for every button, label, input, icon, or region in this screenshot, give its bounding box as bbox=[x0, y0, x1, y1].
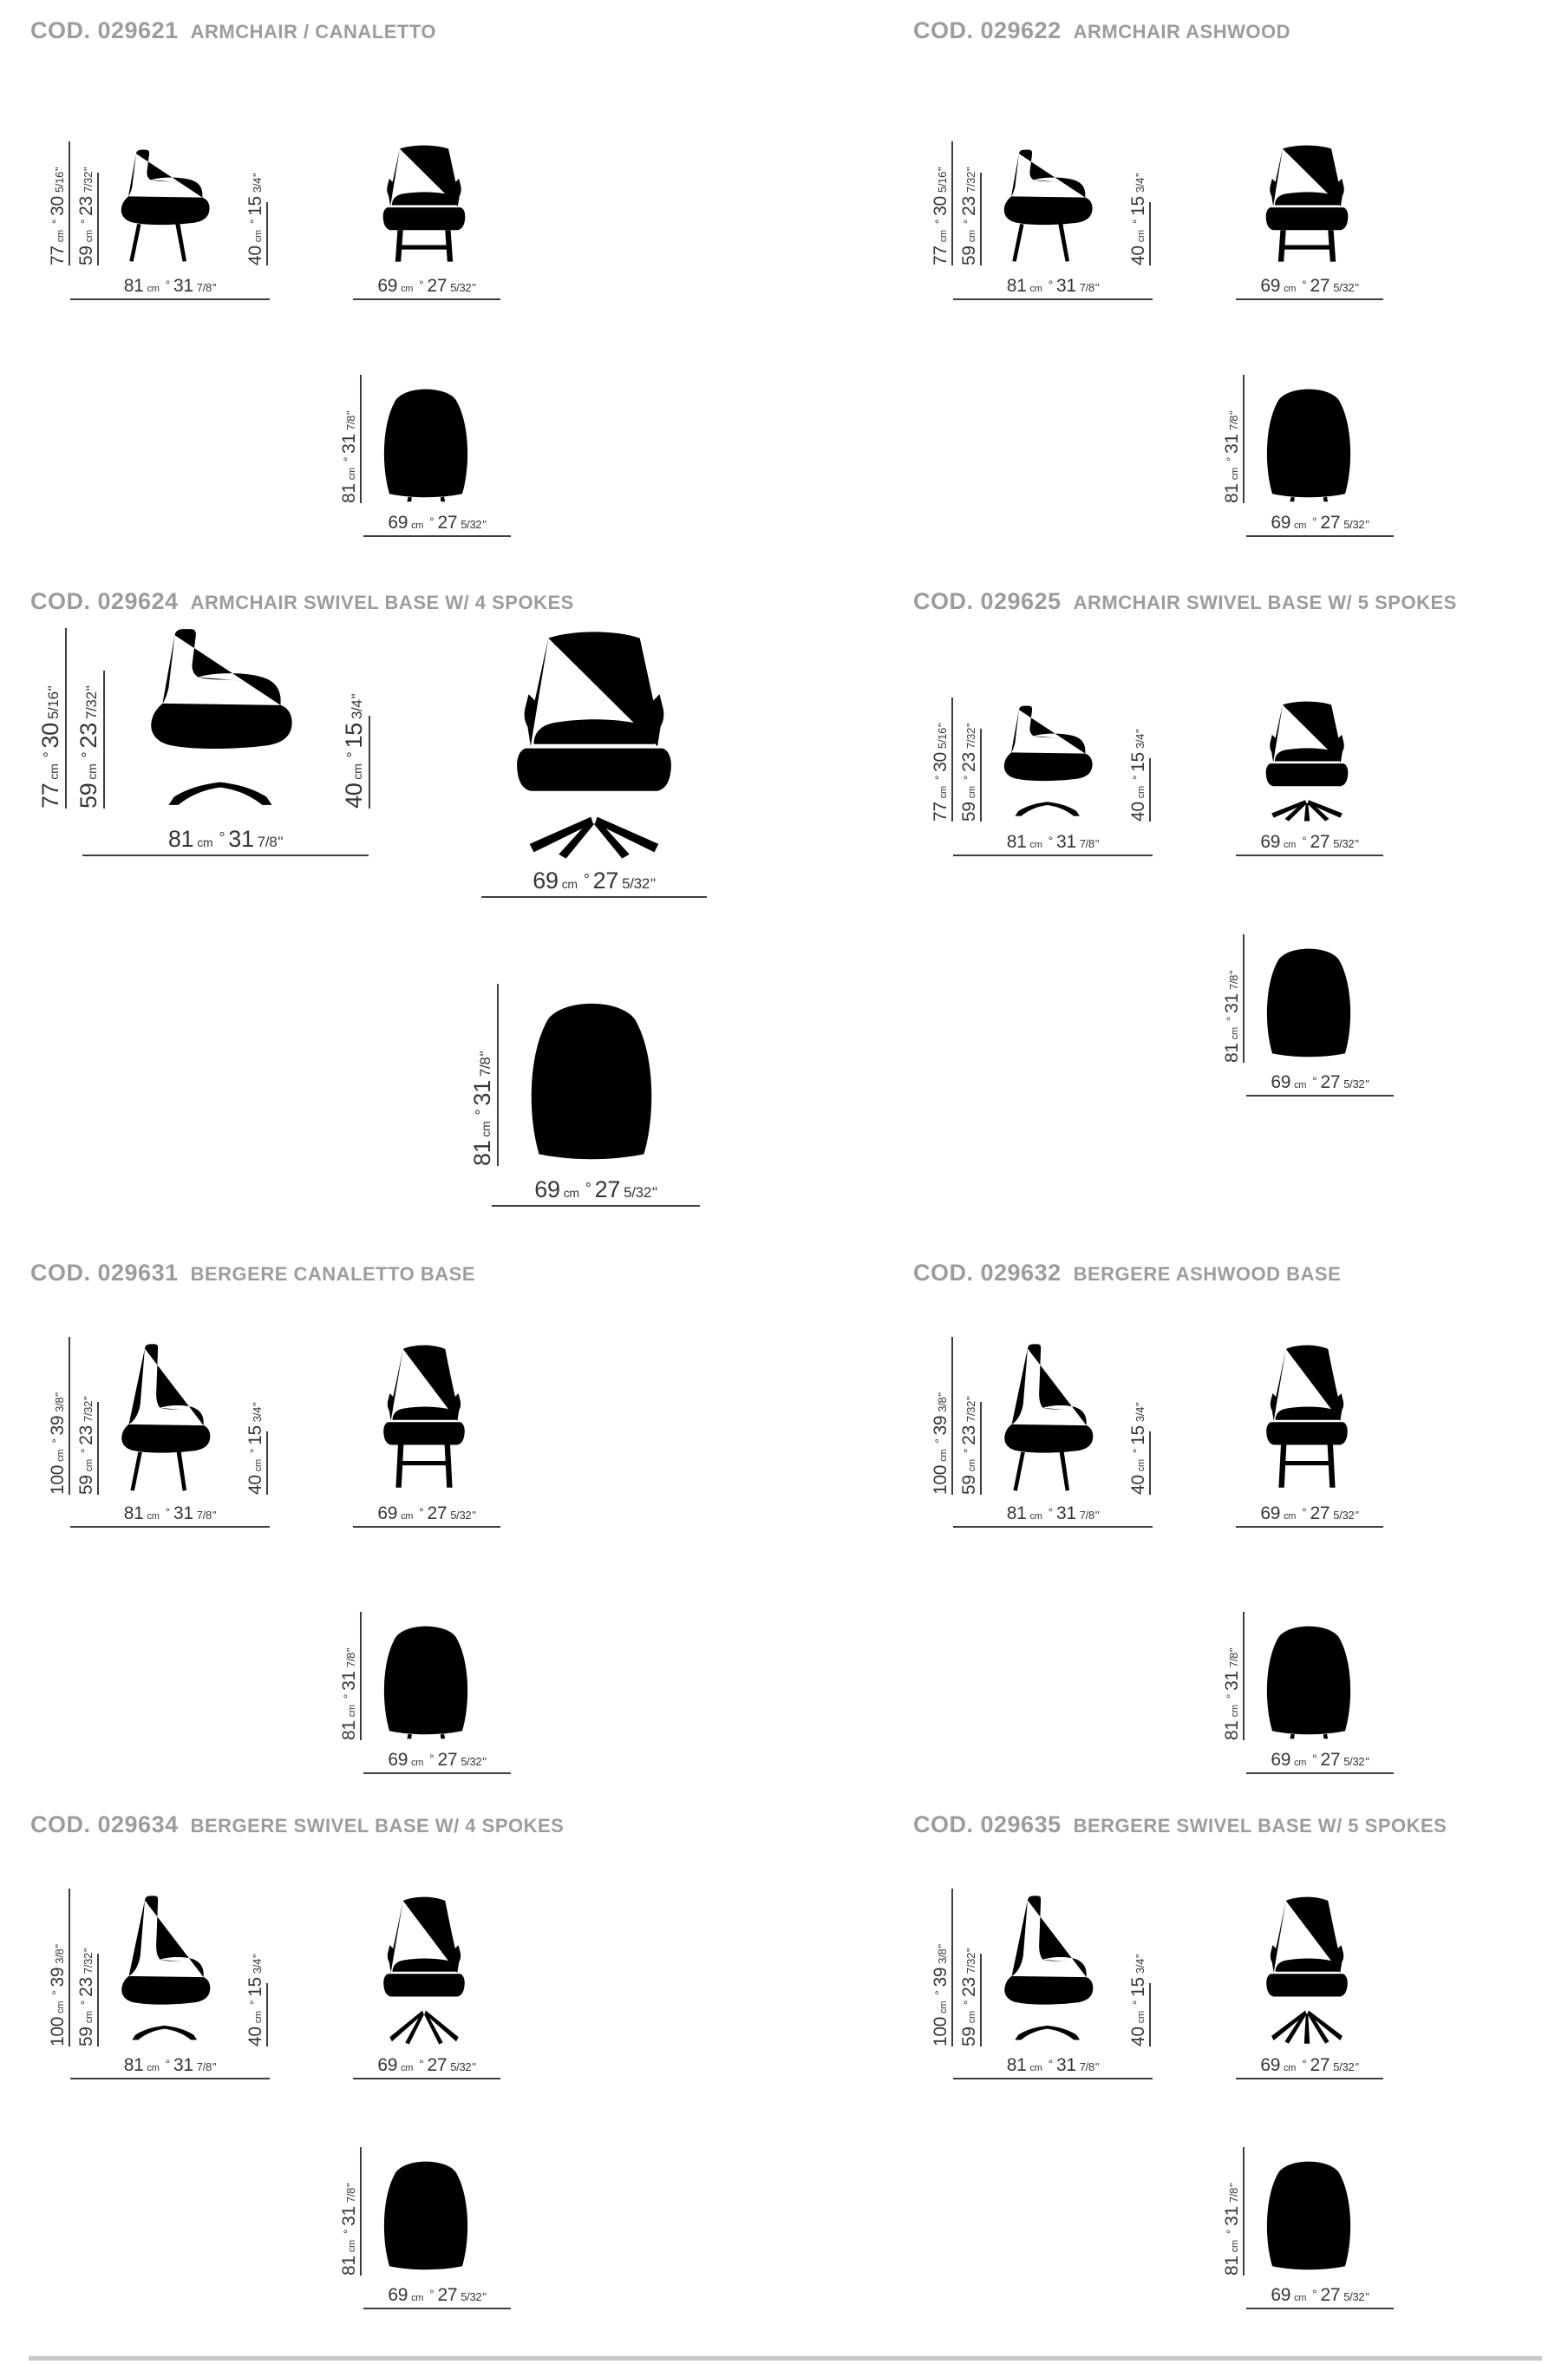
dim-back-height: 81cm°317/8" bbox=[1218, 2147, 1245, 2276]
dim-depth: 81 cm ° 31 7/8" bbox=[953, 2055, 1153, 2079]
dimension-line bbox=[363, 2308, 511, 2309]
dimension-line bbox=[353, 1526, 500, 1528]
dim-back-height: 81cm°317/8" bbox=[1218, 934, 1245, 1063]
back-view-figure bbox=[421, 935, 733, 1230]
product-name: BERGERE ASHWOOD BASE bbox=[1073, 1263, 1342, 1285]
dimension-line bbox=[1236, 855, 1383, 856]
dim-back-height: 81cm°317/8" bbox=[336, 2147, 362, 2276]
front-view-figure bbox=[1227, 1333, 1392, 1559]
front-view-drawing bbox=[1251, 139, 1362, 272]
product-header bbox=[30, 17, 436, 44]
back-view-drawing bbox=[1251, 373, 1366, 508]
dimension-line bbox=[65, 628, 67, 809]
dim-back-height: 81cm°317/8" bbox=[464, 984, 499, 1166]
dim-total-height: 100cm°393/8" bbox=[44, 1889, 70, 2046]
front-view-drawing bbox=[490, 619, 698, 865]
product-name: BERGERE CANALETTO BASE bbox=[190, 1263, 476, 1285]
dimension-line bbox=[363, 535, 511, 537]
side-view-drawing bbox=[100, 1890, 232, 2051]
dimension-line bbox=[1149, 1983, 1151, 2046]
product-header bbox=[913, 588, 1457, 615]
dim-back-seat-height: 59cm°237/32" bbox=[956, 173, 982, 265]
side-view-figure bbox=[44, 139, 287, 321]
front-view-drawing bbox=[1251, 695, 1362, 828]
dim-seat-height: 40cm°153/4" bbox=[1125, 1983, 1151, 2046]
side-view-figure bbox=[927, 695, 1170, 877]
dimension-line bbox=[953, 855, 1153, 856]
side-view-figure bbox=[44, 1333, 287, 1559]
front-view-drawing bbox=[369, 139, 480, 272]
product-header bbox=[913, 17, 1290, 44]
product-panel bbox=[913, 1260, 1564, 1808]
front-view-figure bbox=[1227, 695, 1392, 877]
dimension-line bbox=[953, 1526, 1153, 1528]
product-name: ARMCHAIR / CANALETTO bbox=[190, 21, 436, 43]
dim-back-width: 69 cm ° 27 5/32" bbox=[1246, 2285, 1394, 2309]
dim-width: 69 cm ° 27 5/32" bbox=[1236, 832, 1383, 856]
side-view-drawing bbox=[983, 1339, 1114, 1499]
product-header bbox=[30, 1811, 564, 1838]
product-header bbox=[913, 1811, 1447, 1838]
dim-back-width: 69 cm ° 27 5/32" bbox=[1246, 1072, 1394, 1097]
dim-depth: 81 cm ° 31 7/8" bbox=[953, 1503, 1153, 1528]
dim-back-seat-height: 59cm°237/32" bbox=[956, 729, 982, 822]
dim-depth: 81 cm ° 31 7/8" bbox=[953, 276, 1153, 300]
front-view-drawing bbox=[369, 1893, 480, 2051]
dimension-line bbox=[266, 202, 268, 265]
dim-width: 69 cm ° 27 5/32" bbox=[353, 276, 500, 300]
dimension-line bbox=[1149, 758, 1151, 822]
side-view-drawing bbox=[983, 701, 1114, 826]
back-view-figure bbox=[1217, 2141, 1408, 2332]
dim-depth: 81 cm ° 31 7/8" bbox=[70, 2055, 270, 2079]
dim-depth: 81 cm ° 31 7/8" bbox=[953, 832, 1153, 856]
dimension-line bbox=[1236, 2078, 1383, 2079]
dim-width: 69 cm ° 27 5/32" bbox=[1236, 1503, 1383, 1528]
dimension-line bbox=[82, 855, 369, 856]
dim-seat-height: 40cm°153/4" bbox=[336, 716, 370, 809]
dimension-line bbox=[1246, 2308, 1394, 2309]
dimension-line bbox=[1149, 1431, 1151, 1495]
dim-total-height: 100cm°393/8" bbox=[927, 1889, 953, 2046]
front-view-figure bbox=[344, 1333, 509, 1559]
dimension-line bbox=[70, 2078, 270, 2079]
dimension-line bbox=[1149, 202, 1151, 265]
side-view-drawing bbox=[983, 145, 1114, 270]
dimension-line bbox=[1246, 535, 1394, 537]
dim-back-height: 81cm°317/8" bbox=[1218, 375, 1245, 503]
dimension-line bbox=[951, 1337, 953, 1495]
back-view-figure bbox=[334, 369, 525, 560]
back-view-drawing bbox=[1251, 2145, 1366, 2280]
dim-back-width: 69 cm ° 27 5/32" bbox=[1246, 1750, 1394, 1774]
front-view-figure bbox=[344, 139, 509, 321]
dim-back-width: 69 cm ° 27 5/32" bbox=[363, 513, 511, 537]
dimension-line bbox=[103, 671, 105, 809]
product-name: ARMCHAIR ASHWOOD bbox=[1073, 21, 1290, 43]
dimension-line bbox=[497, 984, 499, 1166]
front-view-drawing bbox=[1251, 1893, 1362, 2051]
dim-seat-height: 40cm°153/4" bbox=[1125, 758, 1151, 822]
dim-seat-height: 40cm°153/4" bbox=[242, 202, 268, 265]
front-view-drawing bbox=[1251, 1341, 1362, 1499]
side-view-drawing bbox=[117, 621, 327, 818]
dimension-line bbox=[481, 896, 707, 898]
dimension-line bbox=[360, 2147, 362, 2276]
product-code: COD. 029624 bbox=[30, 588, 179, 614]
front-view-figure bbox=[344, 1885, 509, 2111]
dim-back-seat-height: 59cm°237/32" bbox=[73, 173, 99, 265]
dim-width: 69 cm ° 27 5/32" bbox=[353, 1503, 500, 1528]
back-view-drawing bbox=[369, 373, 483, 508]
dim-back-seat-height: 59cm°237/32" bbox=[73, 1954, 99, 2046]
product-code: COD. 029632 bbox=[913, 1260, 1062, 1286]
dim-seat-height: 40cm°153/4" bbox=[1125, 202, 1151, 265]
dim-back-width: 69 cm ° 27 5/32" bbox=[363, 2285, 511, 2309]
dimension-line bbox=[70, 298, 270, 300]
back-view-figure bbox=[1217, 928, 1408, 1119]
dimension-line bbox=[980, 173, 982, 265]
dimension-line bbox=[353, 2078, 500, 2079]
dim-depth: 81 cm ° 31 7/8" bbox=[82, 826, 369, 856]
side-view-drawing bbox=[983, 1890, 1114, 2051]
dimension-line bbox=[953, 298, 1153, 300]
dim-seat-height: 40cm°153/4" bbox=[1125, 1431, 1151, 1495]
dim-back-height: 81cm°317/8" bbox=[336, 1612, 362, 1740]
product-code: COD. 029625 bbox=[913, 588, 1062, 614]
product-code: COD. 029634 bbox=[30, 1811, 179, 1837]
front-view-figure bbox=[1227, 1885, 1392, 2111]
product-code: COD. 029631 bbox=[30, 1260, 179, 1286]
dim-total-height: 100cm°393/8" bbox=[44, 1337, 70, 1495]
product-panel bbox=[913, 588, 1564, 1256]
product-panel bbox=[913, 17, 1564, 581]
product-name: ARMCHAIR SWIVEL BASE W/ 5 SPOKES bbox=[1073, 592, 1457, 613]
back-view-drawing bbox=[369, 2145, 483, 2280]
front-view-drawing bbox=[369, 1341, 480, 1499]
dimension-line bbox=[492, 1205, 700, 1207]
dimension-line bbox=[1243, 934, 1245, 1063]
dimension-line bbox=[360, 375, 362, 503]
dimension-line bbox=[97, 173, 99, 265]
dim-total-height: 77cm°305/16" bbox=[927, 697, 953, 822]
dimension-line bbox=[369, 716, 370, 809]
product-panel bbox=[30, 588, 889, 1256]
dim-seat-height: 40cm°153/4" bbox=[242, 1431, 268, 1495]
dim-back-width: 69 cm ° 27 5/32" bbox=[363, 1750, 511, 1774]
back-view-drawing bbox=[509, 980, 674, 1172]
back-view-drawing bbox=[369, 1610, 483, 1745]
dimension-line bbox=[97, 1402, 99, 1495]
dim-back-width: 69 cm ° 27 5/32" bbox=[492, 1176, 700, 1207]
dim-seat-height: 40cm°153/4" bbox=[242, 1983, 268, 2046]
side-view-figure bbox=[30, 621, 412, 907]
back-view-drawing bbox=[1251, 1610, 1366, 1745]
product-panel bbox=[30, 1811, 889, 2361]
dimension-line bbox=[1236, 298, 1383, 300]
product-header bbox=[913, 1260, 1341, 1287]
dimension-line bbox=[363, 1772, 511, 1774]
product-panel bbox=[913, 1811, 1564, 2361]
side-view-drawing bbox=[100, 1339, 232, 1499]
dimension-line bbox=[980, 1402, 982, 1495]
product-panel bbox=[30, 1260, 889, 1808]
dimension-line bbox=[1246, 1772, 1394, 1774]
dimension-line bbox=[70, 1526, 270, 1528]
dim-back-width: 69 cm ° 27 5/32" bbox=[1246, 513, 1394, 537]
dimension-line bbox=[97, 1954, 99, 2046]
dimension-line bbox=[360, 1612, 362, 1740]
side-view-figure bbox=[927, 139, 1170, 321]
dim-depth: 81 cm ° 31 7/8" bbox=[70, 1503, 270, 1528]
product-code: COD. 029635 bbox=[913, 1811, 1062, 1837]
product-header bbox=[30, 1260, 475, 1287]
dim-back-seat-height: 59cm°237/32" bbox=[956, 1402, 982, 1495]
side-view-figure bbox=[927, 1885, 1170, 2111]
back-view-figure bbox=[334, 2141, 525, 2332]
product-name: BERGERE SWIVEL BASE W/ 4 SPOKES bbox=[190, 1815, 565, 1837]
dimension-line bbox=[1243, 1612, 1245, 1740]
dimension-line bbox=[953, 2078, 1153, 2079]
dimension-line bbox=[1236, 1526, 1383, 1528]
front-view-figure bbox=[464, 614, 724, 927]
dimension-line bbox=[980, 729, 982, 822]
dim-depth: 81 cm ° 31 7/8" bbox=[70, 276, 270, 300]
back-view-figure bbox=[1217, 1606, 1408, 1797]
back-view-drawing bbox=[1251, 933, 1366, 1067]
product-name: BERGERE SWIVEL BASE W/ 5 SPOKES bbox=[1073, 1815, 1447, 1837]
dim-back-seat-height: 59cm°237/32" bbox=[73, 1402, 99, 1495]
front-view-figure bbox=[1227, 139, 1392, 321]
dim-width: 69 cm ° 27 5/32" bbox=[1236, 276, 1383, 300]
dim-total-height: 77cm°305/16" bbox=[927, 141, 953, 265]
side-view-drawing bbox=[100, 145, 232, 270]
dim-back-height: 81cm°317/8" bbox=[336, 375, 362, 503]
dimension-line bbox=[69, 141, 70, 265]
dimension-line bbox=[1243, 2147, 1245, 2276]
dimension-line bbox=[951, 697, 953, 822]
dim-total-height: 77cm°305/16" bbox=[32, 628, 67, 809]
product-code: COD. 029621 bbox=[30, 17, 179, 43]
back-view-figure bbox=[1217, 369, 1408, 560]
product-header bbox=[30, 588, 574, 615]
dimension-line bbox=[69, 1337, 70, 1495]
dimension-line bbox=[1243, 375, 1245, 503]
dim-back-seat-height: 59cm°237/32" bbox=[956, 1954, 982, 2046]
side-view-figure bbox=[927, 1333, 1170, 1559]
dimension-line bbox=[951, 141, 953, 265]
dim-back-seat-height: 59cm°237/32" bbox=[70, 671, 105, 809]
dimension-line bbox=[980, 1954, 982, 2046]
dim-width: 69 cm ° 27 5/32" bbox=[1236, 2055, 1383, 2079]
product-code: COD. 029622 bbox=[913, 17, 1062, 43]
dim-total-height: 100cm°393/8" bbox=[927, 1337, 953, 1495]
dimension-line bbox=[1246, 1095, 1394, 1097]
dimension-line bbox=[266, 1431, 268, 1495]
back-view-figure bbox=[334, 1606, 525, 1797]
dimension-line bbox=[353, 298, 500, 300]
product-name: ARMCHAIR SWIVEL BASE W/ 4 SPOKES bbox=[190, 592, 574, 613]
side-view-figure bbox=[44, 1885, 287, 2111]
dimension-line bbox=[266, 1983, 268, 2046]
dim-back-height: 81cm°317/8" bbox=[1218, 1612, 1245, 1740]
dim-width: 69 cm ° 27 5/32" bbox=[353, 2055, 500, 2079]
dim-width: 69 cm ° 27 5/32" bbox=[481, 868, 707, 898]
dimension-line bbox=[69, 1889, 70, 2046]
product-panel bbox=[30, 17, 889, 581]
dimension-line bbox=[951, 1889, 953, 2046]
dim-total-height: 77cm°305/16" bbox=[44, 141, 70, 265]
